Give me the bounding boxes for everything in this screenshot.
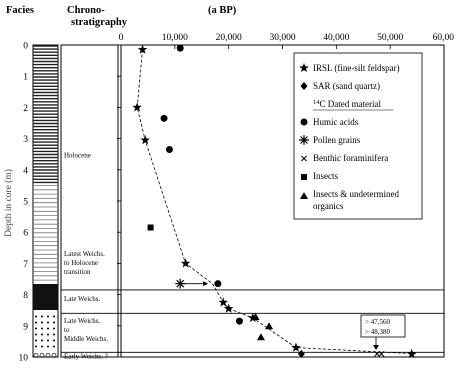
annotation-arrowhead	[373, 345, 379, 350]
star-data-point	[140, 135, 150, 144]
chrono-unit-label: Late Weichs.	[64, 294, 101, 303]
legend-irsl	[299, 63, 399, 73]
facies-grain	[47, 333, 49, 335]
facies-column	[33, 45, 58, 357]
facies-grain	[41, 345, 43, 347]
facies-dark-band	[33, 284, 58, 310]
facies-grain	[41, 327, 43, 329]
chrono-unit-label: to	[64, 326, 70, 335]
x-tick-label: 20,000	[215, 33, 242, 43]
facies-grain	[41, 339, 43, 341]
y-tick-label: 2	[23, 103, 28, 114]
facies-grain	[41, 315, 43, 317]
facies-grain	[35, 345, 37, 347]
square-data-point	[148, 225, 154, 231]
x-tick-label: 30,000	[269, 33, 296, 43]
facies-grain	[53, 321, 55, 323]
benthic-age-annotation	[361, 315, 405, 350]
annotation-line1: > 47,560	[365, 318, 390, 326]
facies-grain	[47, 339, 49, 341]
svg-text:Insects: Insects	[313, 171, 338, 181]
y-tick-label: 3	[23, 135, 28, 146]
y-tick-label: 4	[23, 166, 28, 177]
circle-data-point	[236, 318, 243, 325]
y-tick-label: 9	[23, 322, 28, 333]
asterisk-icon	[299, 135, 309, 145]
y-tick-label: 7	[23, 259, 28, 270]
annotation-line2: > 48,380	[365, 328, 390, 336]
facies-grain	[35, 327, 37, 329]
facies-grain	[53, 339, 55, 341]
star-data-point	[291, 343, 301, 352]
age-unit-label: (a BP)	[208, 5, 237, 16]
svg-text:Benthic foraminifera: Benthic foraminifera	[313, 153, 389, 163]
triangle-data-point	[265, 322, 273, 329]
y-tick-label: 10	[18, 353, 28, 364]
chrono-unit-label: transition	[64, 267, 91, 276]
svg-text:SAR (sand quartz): SAR (sand quartz)	[313, 81, 380, 91]
svg-text:Insects & undetermined: Insects & undetermined	[313, 189, 399, 199]
y-axis-label: Depth in core (m)	[4, 169, 14, 237]
x-tick-label: 60,00	[432, 33, 454, 43]
facies-grain	[47, 327, 49, 329]
chrono-unit-label: Middle Weichs.	[64, 335, 109, 344]
facies-grain	[47, 315, 49, 317]
facies-grain	[35, 315, 37, 317]
circle-data-point	[166, 146, 173, 153]
facies-grain	[35, 333, 37, 335]
facies-grain	[47, 321, 49, 323]
facies-grain	[41, 321, 43, 323]
chrono-header-line2: stratigraphy	[71, 17, 127, 28]
star-data-point	[219, 297, 229, 306]
facies-grain	[53, 345, 55, 347]
star-data-point	[132, 102, 142, 111]
svg-text:14C Dated material: $^{14}$C Dated material	[313, 99, 381, 109]
x-tick-label: 50,000	[377, 33, 404, 43]
chrono-unit-label: to Holocene	[64, 258, 99, 267]
x-tick-label: 10,000	[161, 33, 188, 43]
facies-grain	[41, 333, 43, 335]
triangle-data-point	[257, 333, 265, 340]
chrono-unit-label: Holocene	[64, 151, 91, 160]
x-tick-label: 0	[118, 33, 124, 43]
y-tick-label: 0	[23, 41, 28, 52]
facies-header: Facies	[6, 5, 34, 16]
chrono-header-line1: Chrono-	[67, 5, 105, 16]
facies-grain	[53, 327, 55, 329]
svg-text:IRSL (fine-silt feldspar): IRSL (fine-silt feldspar)	[313, 63, 400, 73]
y-tick-label: 6	[23, 228, 28, 239]
facies-grain	[35, 339, 37, 341]
circle-data-point	[177, 45, 184, 52]
chrono-unit-label: Late Weichs.	[64, 317, 101, 326]
legend-sar	[301, 81, 381, 91]
error-bar-arrowhead	[203, 281, 208, 286]
circle-data-point	[214, 280, 221, 287]
facies-grain	[47, 345, 49, 347]
square-icon	[301, 174, 307, 180]
circle-data-point	[161, 115, 168, 122]
facies-grain	[53, 333, 55, 335]
svg-text:organics: organics	[313, 201, 344, 211]
y-tick-label: 1	[23, 72, 28, 83]
y-tick-label: 5	[23, 197, 28, 208]
svg-text:Pollen grains: Pollen grains	[313, 135, 361, 145]
y-tick-label: 8	[23, 291, 28, 302]
x-tick-label: 40,000	[323, 33, 350, 43]
asterisk-data-point	[175, 279, 185, 289]
facies-grain	[35, 321, 37, 323]
legend-benthic	[302, 153, 389, 163]
circle-icon	[301, 119, 308, 126]
svg-text:Humic acids: Humic acids	[313, 117, 359, 127]
chrono-unit-label: Early Weichs. ?	[64, 352, 108, 361]
legend	[294, 53, 422, 219]
chrono-unit-label: Latest Weichs.	[64, 249, 105, 258]
facies-grain	[53, 315, 55, 317]
